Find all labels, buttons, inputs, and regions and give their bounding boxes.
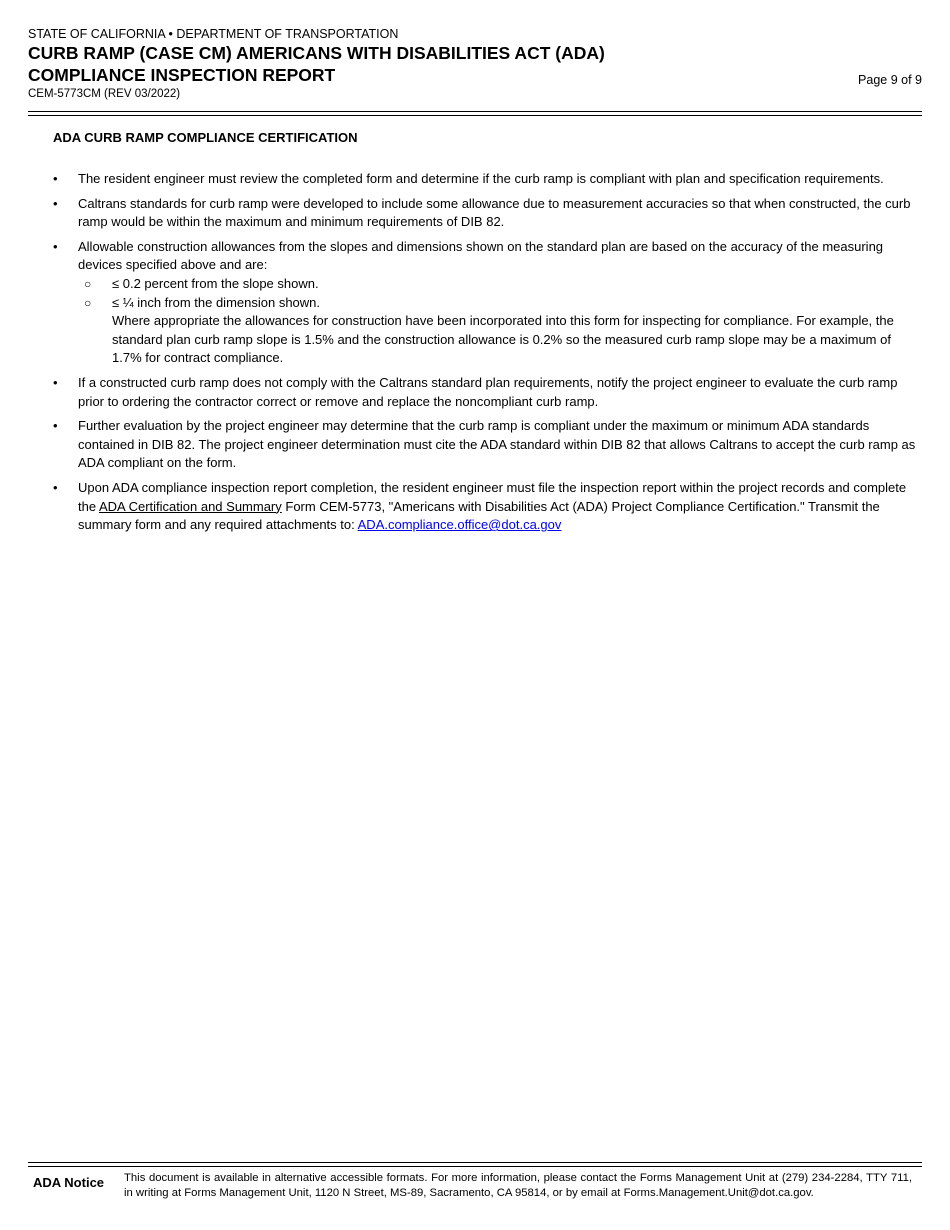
bullet-icon: •: [53, 171, 58, 186]
form-title-line1: CURB RAMP (CASE CM) AMERICANS WITH DISABILITIES ACT (ADA): [28, 43, 605, 63]
footer-divider-bottom: [28, 1166, 922, 1167]
bullet-icon: •: [53, 374, 58, 390]
list-item: [53, 195, 923, 232]
form-number: CEM-5773CM (REV 03/2022): [28, 88, 181, 100]
list-item-text: The resident engineer must review the completed form and determine if the curb ramp is compliant with plan and specification requirements.: [78, 171, 884, 186]
form-title: [28, 42, 728, 86]
list-item-text: Allowable construction allowances from the slopes and dimensions shown on the standard plan are based on the accuracy of the measuring devices specified above and are:: [78, 238, 884, 273]
list-item: [53, 479, 923, 535]
bullet-icon: •: [53, 195, 58, 211]
list-item: [53, 238, 923, 275]
allowance-note: Where appropriate the allowances for construction have been incorporated into this form for inspecting for compliance. For example, the standard plan curb ramp slope is 1.5% and the construction allowance is 0.2% so the measured curb ramp slope may be a maximum of 1.7% for contract compliance.: [112, 313, 894, 366]
list-item-text-part1: Upon ADA compliance inspection report completion, the resident engineer must file the inspection report within the project records and complete the: [78, 479, 907, 514]
header-divider-top: [28, 111, 922, 112]
ada-notice-label: ADA Notice: [33, 1175, 105, 1190]
header-divider-bottom: [28, 115, 922, 116]
certification-summary-reference: ADA Certification and Summary: [98, 498, 282, 514]
sub-list-item-text: ≤ ¼ inch from the dimension shown.: [112, 294, 321, 310]
section-title: ADA CURB RAMP COMPLIANCE CERTIFICATION: [53, 130, 358, 145]
allowance-sublist: [53, 275, 923, 312]
list-item-text: Further evaluation by the project engineer may determine that the curb ramp is compliant under the maximum or minimum ADA standards contained in DIB 82. The project engineer determination must cite the ADA standard within DIB 82 that allows Caltrans to accept the curb ramp as ADA compliant on the form.: [78, 418, 916, 471]
bullet-icon: •: [53, 238, 58, 254]
list-item: [53, 374, 923, 411]
agency-line: STATE OF CALIFORNIA • DEPARTMENT OF TRANSPORTATION: [28, 27, 399, 41]
ada-notice-text: This document is available in alternative accessible formats. For more information, please contact the Forms Management Unit at (279) 234-2284, TTY 711, in writing at Forms Management Unit, 1120 N Street, MS-89, Sacramento, CA 95814, or by email at Forms.Management.Unit@dot.ca.gov.: [124, 1172, 912, 1199]
bullet-icon: •: [53, 418, 58, 434]
page-number: Page 9 of 9: [858, 73, 922, 87]
sub-list-item-text: ≤ 0.2 percent from the slope shown.: [112, 275, 319, 291]
sub-list-item: [53, 275, 923, 294]
list-item-text: If a constructed curb ramp does not comply with the Caltrans standard plan requirements, notify the project engineer to evaluate the curb ramp prior to ordering the contractor correct or remove and replace the noncompliant curb ramp.: [78, 374, 898, 409]
requirements-list: [53, 170, 923, 541]
circle-bullet-icon: ○: [84, 295, 92, 310]
list-item: [53, 417, 923, 473]
list-item-text: Caltrans standards for curb ramp were developed to include some allowance due to measurement accuracies so that when constructed, the curb ramp would be within the maximum and minimum requirements of DIB 82.: [78, 195, 911, 230]
compliance-email-link[interactable]: ADA.compliance.office@dot.ca.gov: [357, 517, 562, 533]
sub-list-item: [53, 294, 923, 313]
form-title-line2: COMPLIANCE INSPECTION REPORT: [28, 65, 336, 85]
footer-divider-top: [28, 1162, 922, 1163]
list-item-text-part2: Form CEM-5773, "Americans with Disabilities Act (ADA) Project Compliance Certification." Transmit the summary form and any required attachments to:: [78, 498, 880, 533]
circle-bullet-icon: ○: [84, 276, 92, 291]
sub-list-container: [53, 275, 923, 368]
bullet-icon: •: [53, 479, 58, 495]
list-item: [53, 170, 923, 189]
